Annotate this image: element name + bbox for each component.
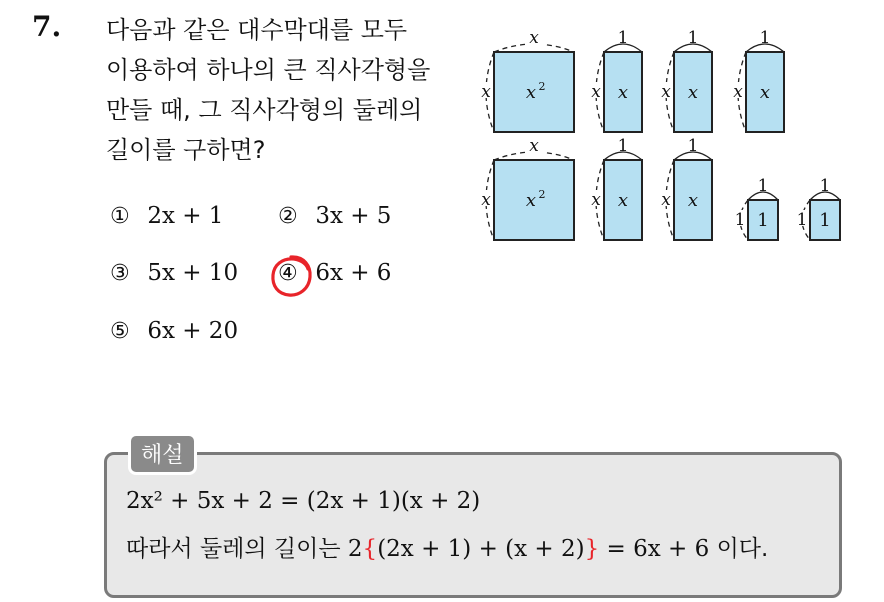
choice-3-number: ③: [110, 261, 130, 286]
solution-line-2: [126, 530, 768, 563]
choice-2-expression: 3x + 5: [315, 203, 392, 229]
question-line-1: 다음과 같은 대수막대를 모두: [106, 16, 408, 44]
choice-4-number: ④: [278, 261, 298, 286]
tile-7-center-label: x: [687, 190, 699, 211]
tile-6-top-label: 1: [617, 136, 629, 156]
tile-6-left-label: x: [591, 190, 601, 210]
tile-2-top-label: 1: [617, 30, 629, 48]
choice-4[interactable]: [278, 260, 391, 286]
solution-box: [104, 452, 842, 598]
choice-1[interactable]: [110, 203, 223, 229]
tile-6-center-label: x: [617, 190, 629, 211]
tile-8-top-label: 1: [757, 176, 769, 196]
question-line-2: 이용하여 하나의 큰 직사각형을: [106, 56, 431, 84]
choice-1-expression: 2x + 1: [147, 203, 224, 229]
solution-line-2-prefix: 따라서 둘레의 길이는: [126, 536, 341, 562]
tile-4-left-label: x: [733, 82, 743, 102]
tile-9-left-label: 1: [796, 210, 808, 230]
tile-9-center-label: 1: [819, 210, 831, 231]
solution-line-2-result: = 6x + 6: [599, 536, 710, 562]
tile-1-top-label: x: [529, 30, 539, 48]
choice-2[interactable]: [278, 203, 391, 229]
tile-8-center-label: 1: [757, 210, 769, 231]
choice-2-number: ②: [278, 204, 298, 229]
solution-line-2-coefficient: 2: [347, 536, 363, 562]
tile-1-center-label: x: [525, 82, 537, 103]
tile-7-left-label: x: [661, 190, 671, 210]
tile-3-top-label: 1: [687, 30, 699, 48]
tile-8-left-label: 1: [734, 210, 746, 230]
tile-4-top-label: 1: [759, 30, 771, 48]
tile-1-left-label: x: [481, 82, 491, 102]
tile-9-top-label: 1: [819, 176, 831, 196]
choice-5[interactable]: [110, 318, 238, 344]
solution-tag: 해설: [128, 433, 197, 475]
tile-5-center-label: x: [525, 190, 537, 211]
algebra-tiles-figure: [468, 30, 858, 250]
question-number: 7.: [32, 10, 62, 43]
tile-3-center-label: x: [687, 82, 699, 103]
solution-close-brace: }: [584, 536, 600, 562]
question-text: [106, 10, 456, 170]
choice-5-expression: 6x + 20: [147, 318, 239, 344]
question-line-3: 만들 때, 그 직사각형의 둘레의: [106, 96, 423, 124]
choice-3-expression: 5x + 10: [147, 260, 239, 286]
question-line-4: 길이를 구하면?: [106, 136, 266, 164]
choice-4-expression: 6x + 6: [315, 260, 392, 286]
solution-line-2-suffix: 이다.: [716, 536, 769, 562]
tile-7-top-label: 1: [687, 136, 699, 156]
choice-1-number: ①: [110, 204, 130, 229]
tile-5-center-exponent: 2: [538, 188, 546, 201]
tile-5-top-label: x: [529, 136, 539, 156]
tile-3-left-label: x: [661, 82, 671, 102]
tile-2-left-label: x: [591, 82, 601, 102]
tile-1-center-exponent: 2: [538, 80, 546, 93]
solution-open-brace: {: [362, 536, 378, 562]
choice-5-number: ⑤: [110, 319, 130, 344]
tile-5-left-label: x: [481, 190, 491, 210]
solution-line-1: 2x² + 5x + 2 = (2x + 1)(x + 2): [126, 488, 481, 514]
solution-line-2-inner: (2x + 1) + (x + 2): [377, 536, 585, 562]
tile-4-center-label: x: [759, 82, 771, 103]
tile-2-center-label: x: [617, 82, 629, 103]
choice-3[interactable]: [110, 260, 238, 286]
